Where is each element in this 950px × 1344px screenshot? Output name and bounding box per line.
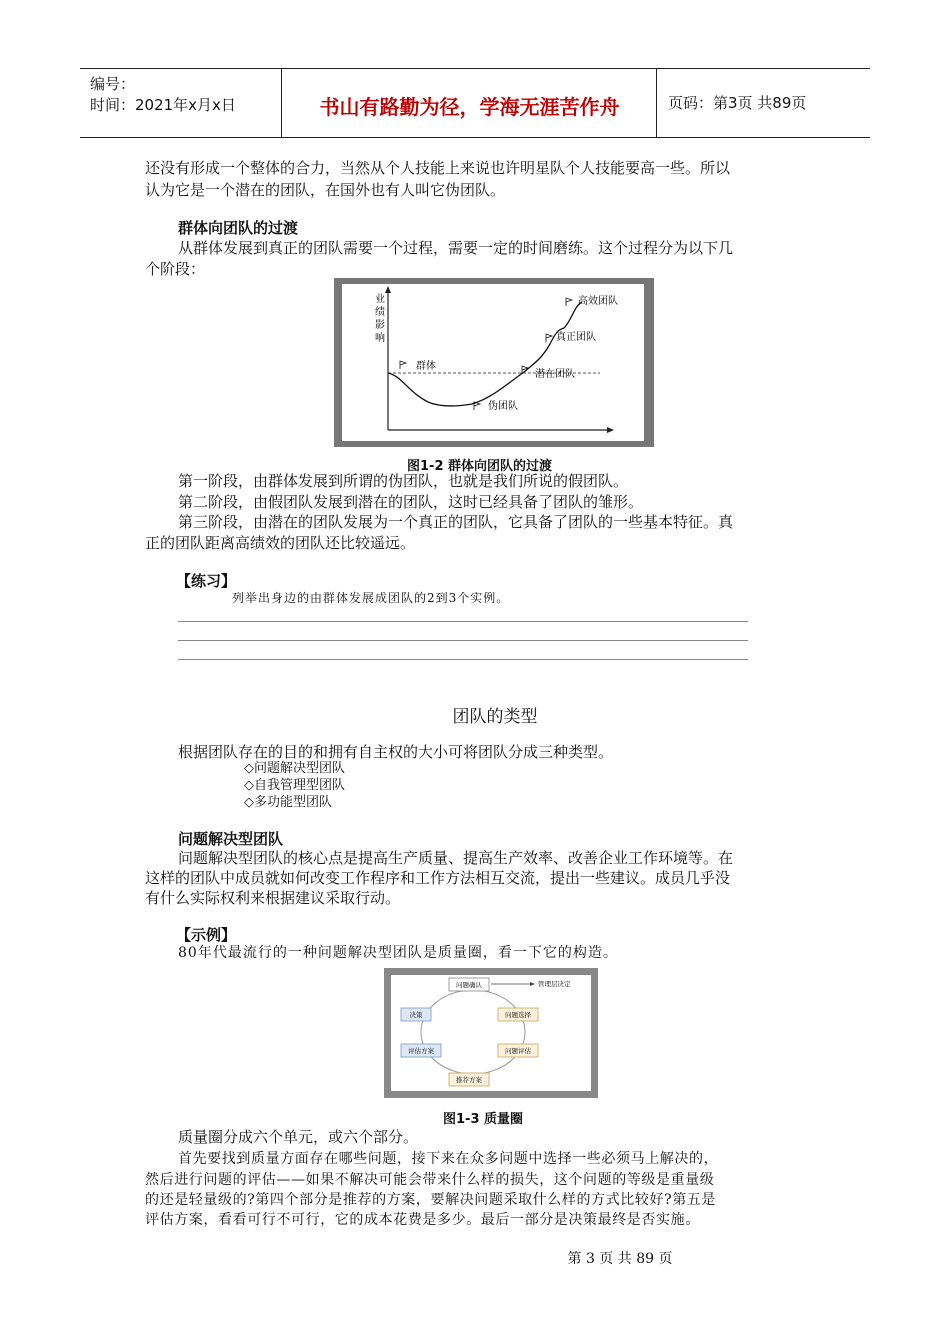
node-confirm-label: 问题确认 [456, 981, 482, 989]
list-item: ◇多功能型团队 [244, 795, 332, 810]
header-meta-cell [80, 69, 282, 137]
transition-line-2: 个阶段： [145, 260, 206, 278]
flag-icon [400, 298, 572, 410]
page-footer: 第 3 页 共 89 页 [567, 1251, 673, 1267]
team-type-list [244, 760, 345, 811]
stage-3-text-a: 第三阶段，由潜在的团队发展为一个真正的团队，它具备了团队的一些基本特征。真 [178, 513, 734, 531]
stage-2-text: 第二阶段，由假团队发展到潜在的团队，这时已经具备了团队的雏形。 [178, 493, 644, 511]
transition-line-1: 从群体发展到真正的团队需要一个过程，需要一定的时间磨练。这个过程分为以下几 [178, 239, 734, 257]
label-group: 群体 [416, 361, 436, 372]
intro-line-1: 还没有形成一个整体的合力，当然从个人技能上来说也许明星队个人技能要高一些。所以 [145, 159, 731, 177]
transition-curve-diagram [342, 284, 644, 441]
page-header [80, 68, 870, 138]
example-text: 80年代最流行的一种问题解决型团队是质量圈，看一下它的构造。 [178, 945, 618, 961]
cycle-ring [421, 990, 525, 1074]
qc-line-3: 然后进行问题的评估——如果不解决可能会带来什么样的损失，这个问题的等级是重量级 [145, 1172, 715, 1188]
problem-line-1: 问题解决型团队的核心点是提高生产质量、提高生产效率、改善企业工作环境等。在 [178, 849, 734, 867]
qc-line-1: 质量圈分成六个单元，或六个部分。 [178, 1128, 419, 1146]
problem-line-2: 这样的团队中成员就如何改变工作程序和工作方法相互交流，提出一些建议。成员几乎没 [145, 869, 731, 887]
answer-line-3 [178, 659, 748, 660]
node-recommend-label: 推荐方案 [456, 1076, 482, 1084]
serial-label: 编号： [90, 75, 136, 93]
quality-circle-diagram [391, 975, 591, 1091]
label-real-team: 真正团队 [556, 332, 596, 343]
qc-line-4: 的还是轻量级的?第四个部分是推荐的方案，要解决问题采取什么样的方式比较好?第五是 [145, 1192, 717, 1208]
y-axis-arrow [385, 286, 391, 293]
types-intro: 根据团队存在的目的和拥有自主权的大小可将团队分成三种类型。 [178, 743, 614, 761]
y-label-2: 绩 [375, 307, 385, 318]
performance-curve [388, 302, 582, 406]
label-pseudo-team: 伪团队 [488, 401, 518, 412]
answer-line-1 [178, 621, 748, 622]
example-label: 【示例】 [176, 926, 237, 944]
heading-problem-team: 问题解决型团队 [178, 830, 284, 848]
y-label-4: 响 [375, 333, 385, 344]
header-page-cell [658, 69, 870, 137]
node-select-label: 问题选择 [505, 1011, 531, 1019]
list-item: ◇自我管理型团队 [244, 778, 345, 793]
date-label: 时间：2021年x月x日 [90, 96, 236, 114]
stage-3-text-b: 正的团队距离高绩效的团队还比较遥远。 [145, 534, 416, 552]
y-label-3: 影 [375, 320, 385, 331]
exercise-label: 【练习】 [176, 572, 237, 590]
header-motto-cell [283, 69, 657, 137]
answer-line-2 [178, 640, 748, 641]
figure-caption-1-3: 图1-3 质量圈 [443, 1112, 524, 1127]
header-page-info: 页码：第3页 共89页 [668, 94, 807, 112]
intro-line-2: 认为它是一个潜在的团队，在国外也有人叫它伪团队。 [145, 181, 506, 199]
figure-caption-1-2: 图1-2 群体向团队的过渡 [407, 459, 553, 474]
qc-line-5: 评估方案，看看可行不可行，它的成本花费是多少。最后一部分是决策最终是否实施。 [145, 1212, 700, 1228]
figure-group-to-team [334, 278, 654, 447]
node-evaluate-label: 问题评估 [505, 1047, 531, 1055]
node-assess-label: 评估方案 [408, 1047, 434, 1055]
section-title: 团队的类型 [452, 707, 538, 727]
header-motto: 书山有路勤为径，学海无涯苦作舟 [319, 95, 620, 119]
stage-1-text: 第一阶段，由群体发展到所谓的伪团队，也就是我们所说的假团队。 [178, 472, 629, 490]
node-decide-label: 决策 [409, 1011, 423, 1019]
heading-transition: 群体向团队的过渡 [178, 219, 299, 237]
qc-line-2: 首先要找到质量方面存在哪些问题，接下来在众多问题中选择一些必须马上解决的， [178, 1151, 719, 1167]
list-item: ◇问题解决型团队 [244, 761, 345, 776]
problem-line-3: 有什么实际权利来根据建议采取行动。 [145, 889, 401, 907]
mgmt-label: 管理层决定 [538, 980, 571, 988]
y-label-1: 业 [375, 294, 385, 305]
exercise-prompt: 列举出身边的由群体发展成团队的2到3个实例。 [232, 591, 510, 605]
figure-quality-circle [384, 968, 598, 1098]
x-axis-arrow [607, 427, 614, 433]
label-high-team: 高效团队 [578, 296, 618, 307]
label-potential-team: 潜在团队 [535, 369, 575, 380]
